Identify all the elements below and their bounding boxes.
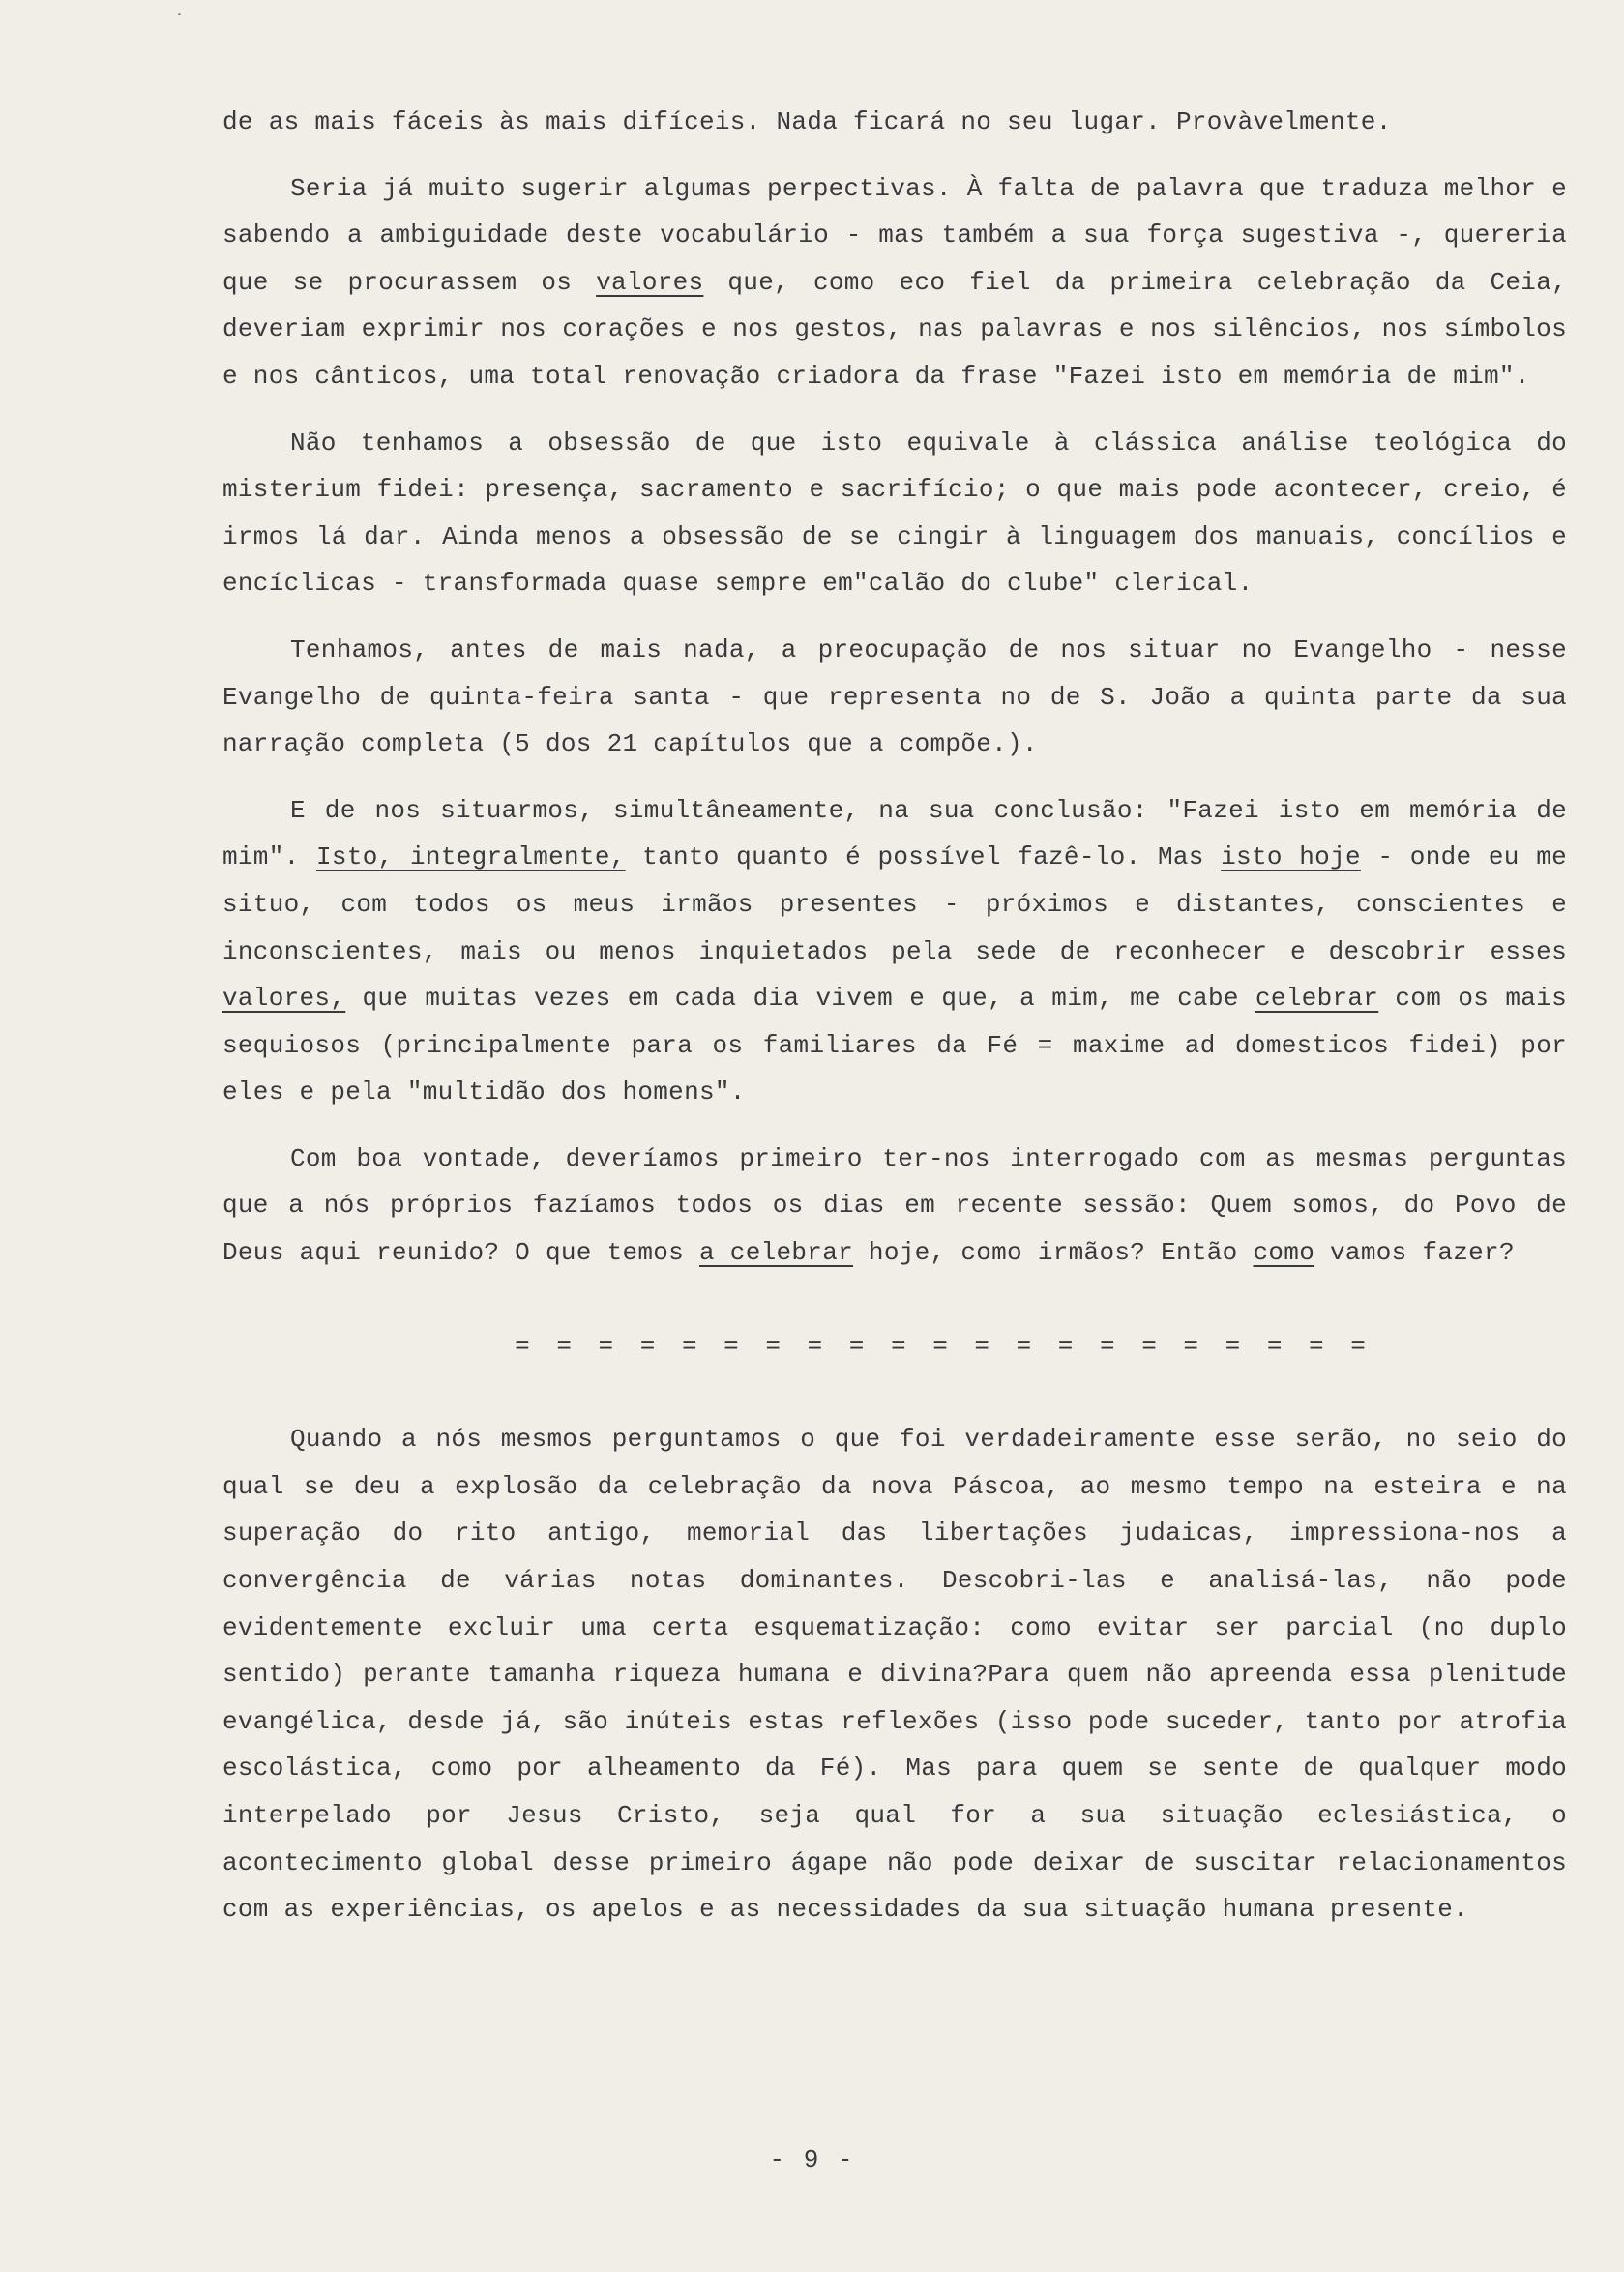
underlined-text: valores — [596, 267, 704, 297]
text-run: Tenhamos, antes de mais nada, a preocupação de nos situar no Evangelho - nesse Evangelho de quinta-feira santa - que representa no de S. João a quinta parte da sua narração completa (5 dos 21 capítulos que a compõe.). — [222, 634, 1567, 759]
page-number: - 9 - — [769, 2145, 855, 2174]
text-run: que muitas vezes em cada dia vivem e que, a mim, me cabe — [345, 984, 1255, 1014]
text-run: Não tenhamos a obsessão de que isto equivale à clássica análise teológica do misterium fidei: presença, sacramento e sacrifício; o que mais pode acontecer, creio, é irmos lá dar. Ainda menos a obsessão de se cingir à linguagem dos manuais, concílios e encíclicas - transformada quase sempre em"calão do clube" clerical. — [222, 428, 1567, 599]
paragraph — [222, 1136, 1567, 1277]
paragraph — [222, 1416, 1567, 1933]
paragraph — [222, 99, 1567, 146]
underlined-text: a celebrar — [698, 1238, 854, 1268]
text-run: vamos fazer? — [1314, 1238, 1515, 1268]
body-text — [222, 99, 1567, 1933]
paragraph — [222, 787, 1567, 1116]
text-run: Seria já muito sugerir algumas perpectivas. À falta de palavra que traduza melhor e sabendo a ambiguidade deste vocabulário - mas também a sua força sugestiva -, quereria que se procurassem os — [222, 173, 1567, 297]
text-run: tanto quanto é possível fazê-lo. Mas — [625, 842, 1222, 872]
paragraph — [222, 420, 1567, 607]
underlined-text: celebrar — [1255, 984, 1379, 1014]
text-run: Com boa vontade, deveríamos primeiro ter-nos interrogado com as mesmas perguntas que a nós próprios fazíamos todos os dias em recente sessão: Quem somos, do Povo de Deus aqui reunido? O que temos — [222, 1143, 1567, 1268]
text-run: E de nos situarmos, simultâneamente, na sua conclusão: "Fazei isto em memória de mim". — [222, 795, 1567, 872]
text-run: Quando a nós mesmos perguntamos o que foi verdadeiramente esse serão, no seio do qual se deu a explosão da celebração da nova Páscoa, ao mesmo tempo na esteira e na superação do rito antigo, memorial das libertações judaicas, impressiona-nos a convergência de várias notas dominantes. Descobri-las e analisá-las, não pode evidentemente excluir uma certa esquematização: como evitar ser parcial (no duplo sentido) perante tamanha riqueza humana e divina?Para quem não apreenda essa plenitude evangélica, desde já, são inúteis estas reflexões (isso pode suceder, tanto por atrofia escolástica, como por alheamento da Fé). Mas para quem se sente de qualquer modo interpelado por Jesus Cristo, seja qual for a sua situação eclesiástica, o acontecimento global desse primeiro ágape não pode deixar de suscitar relacionamentos com as experiências, os apelos e as necessidades da sua situação humana presente. — [222, 1425, 1567, 1925]
paragraph — [222, 165, 1567, 400]
text-run: de as mais fáceis às mais difíceis. Nada ficará no seu lugar. Provàvelmente. — [222, 107, 1392, 136]
underlined-text: isto hoje — [1221, 842, 1361, 872]
underlined-text: Isto, integralmente, — [316, 842, 626, 872]
paragraphs-after-separator — [222, 1416, 1567, 1933]
text-run: com os mais sequiosos (principalmente para os familiares da Fé = maxime ad domesticos fidei) por eles e pela "multidão dos homens". — [222, 984, 1567, 1107]
underlined-text: como — [1253, 1238, 1315, 1268]
underlined-text: valores, — [222, 984, 346, 1014]
corner-mark: · — [174, 6, 185, 25]
text-run: hoje, como irmãos? Então — [853, 1238, 1254, 1268]
paragraphs-before-separator — [222, 99, 1567, 1277]
separator: = = = = = = = = = = = = = = = = = = = = = — [515, 1331, 1372, 1361]
text-run: que, como eco fiel da primeira celebração da Ceia, deveriam exprimir nos corações e nos gestos, nas palavras e nos silêncios, nos símbolos e nos cânticos, uma total renovação criadora da frase "Fazei isto em memória de mim". — [222, 267, 1568, 391]
text-run: - onde eu me situo, com todos os meus irmãos presentes - próximos e distantes, conscientes e inconscientes, mais ou menos inquietados pela sede de reconhecer e descobrir esses — [222, 842, 1568, 966]
paragraph — [222, 627, 1567, 768]
